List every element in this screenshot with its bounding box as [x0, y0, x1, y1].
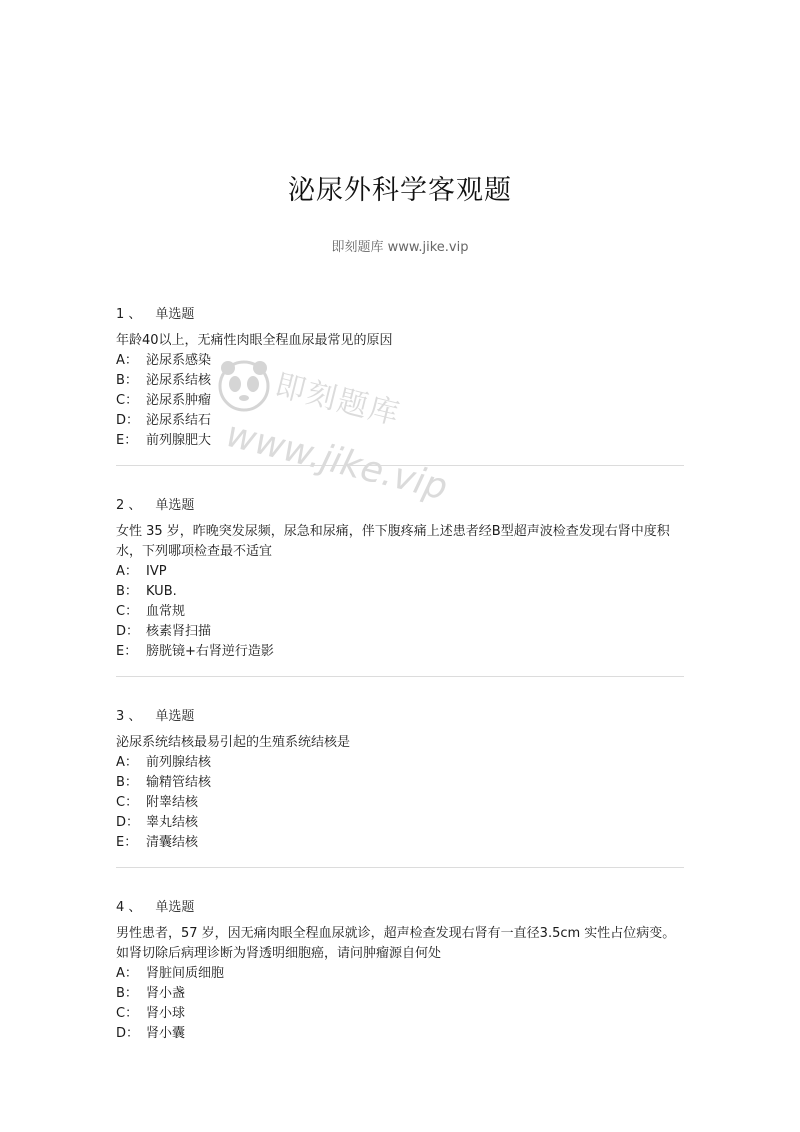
option-text: 泌尿系结石: [146, 413, 212, 428]
option-letter: D：: [116, 413, 140, 428]
option-a[interactable]: [116, 753, 684, 773]
option-e[interactable]: [116, 642, 684, 662]
question-type: 单选题: [155, 498, 195, 513]
question-header: [116, 898, 684, 918]
watermark-url: www.jike.vip: [222, 414, 452, 509]
question-4: [116, 898, 684, 1058]
option-d[interactable]: [116, 1024, 684, 1044]
option-letter: E：: [116, 644, 138, 659]
option-d[interactable]: [116, 622, 684, 642]
option-text: 肾小囊: [146, 1026, 186, 1041]
option-text: KUB.: [146, 584, 177, 599]
option-text: 泌尿系感染: [146, 353, 212, 368]
option-text: 肾小盏: [146, 986, 186, 1001]
option-b[interactable]: [116, 773, 684, 793]
option-text: 附睾结核: [146, 795, 199, 810]
question-stem: 男性患者，57 岁，因无痛肉眼全程血尿就诊，超声检查发现右肾有一直径3.5cm 实性占位病变。如肾切除后病理诊断为肾透明细胞癌，请问肿瘤源自何处: [116, 926, 676, 961]
page-title: 泌尿外科学客观题: [288, 175, 512, 207]
question-number: 3 、: [116, 709, 142, 724]
option-text: 睾丸结核: [146, 815, 199, 830]
option-text: 前列腺结核: [146, 755, 212, 770]
option-letter: A：: [116, 564, 138, 579]
question-3: [116, 707, 684, 868]
question-number: 4 、: [116, 900, 142, 915]
option-letter: E：: [116, 835, 138, 850]
question-1: [116, 305, 684, 466]
option-c[interactable]: [116, 793, 684, 813]
question-stem: 年龄40以上，无痛性肉眼全程血尿最常见的原因: [116, 333, 393, 348]
option-letter: C：: [116, 795, 139, 810]
option-b[interactable]: [116, 371, 684, 391]
option-text: 膀胱镜+右肾逆行造影: [146, 644, 274, 659]
option-text: 肾脏间质细胞: [146, 966, 225, 981]
option-c[interactable]: [116, 391, 684, 411]
option-letter: D：: [116, 815, 140, 830]
option-letter: B：: [116, 775, 138, 790]
option-text: 泌尿系肿瘤: [146, 393, 212, 408]
question-number: 1 、: [116, 307, 142, 322]
option-e[interactable]: [116, 833, 684, 853]
option-text: 肾小球: [146, 1006, 186, 1021]
option-letter: A：: [116, 966, 138, 981]
question-header: [116, 707, 684, 727]
question-list: [116, 305, 684, 1088]
question-stem: 女性 35 岁，昨晚突发尿频，尿急和尿痛，伴下腹疼痛上述患者经B型超声波检查发现右肾中度积水，下列哪项检查最不适宜: [116, 524, 670, 559]
option-text: 泌尿系结核: [146, 373, 212, 388]
option-letter: E：: [116, 433, 138, 448]
option-text: 清囊结核: [146, 835, 199, 850]
question-type: 单选题: [155, 307, 195, 322]
option-letter: B：: [116, 584, 138, 599]
option-c[interactable]: [116, 602, 684, 622]
option-text: 血常规: [146, 604, 186, 619]
option-text: IVP: [146, 564, 167, 579]
option-letter: B：: [116, 373, 138, 388]
option-b[interactable]: [116, 582, 684, 602]
option-b[interactable]: [116, 984, 684, 1004]
option-a[interactable]: [116, 351, 684, 371]
option-letter: D：: [116, 1026, 140, 1041]
option-letter: D：: [116, 624, 140, 639]
option-letter: B：: [116, 986, 138, 1001]
question-type: 单选题: [155, 900, 195, 915]
page-subtitle: 即刻题库 www.jike.vip: [331, 240, 469, 255]
option-text: 核素肾扫描: [146, 624, 212, 639]
question-2: [116, 496, 684, 677]
question-stem: 泌尿系统结核最易引起的生殖系统结核是: [116, 735, 351, 750]
option-letter: C：: [116, 1006, 139, 1021]
question-number: 2 、: [116, 498, 142, 513]
option-d[interactable]: [116, 813, 684, 833]
question-header: [116, 496, 684, 516]
watermark-brand: 即刻题库: [271, 367, 405, 433]
option-text: 输精管结核: [146, 775, 212, 790]
option-e[interactable]: [116, 431, 684, 451]
option-letter: C：: [116, 393, 139, 408]
question-header: [116, 305, 684, 325]
option-letter: C：: [116, 604, 139, 619]
option-a[interactable]: [116, 562, 684, 582]
option-d[interactable]: [116, 411, 684, 431]
option-c[interactable]: [116, 1004, 684, 1024]
option-letter: A：: [116, 353, 138, 368]
option-text: 前列腺肥大: [146, 433, 212, 448]
question-type: 单选题: [155, 709, 195, 724]
option-letter: A：: [116, 755, 138, 770]
option-a[interactable]: [116, 964, 684, 984]
